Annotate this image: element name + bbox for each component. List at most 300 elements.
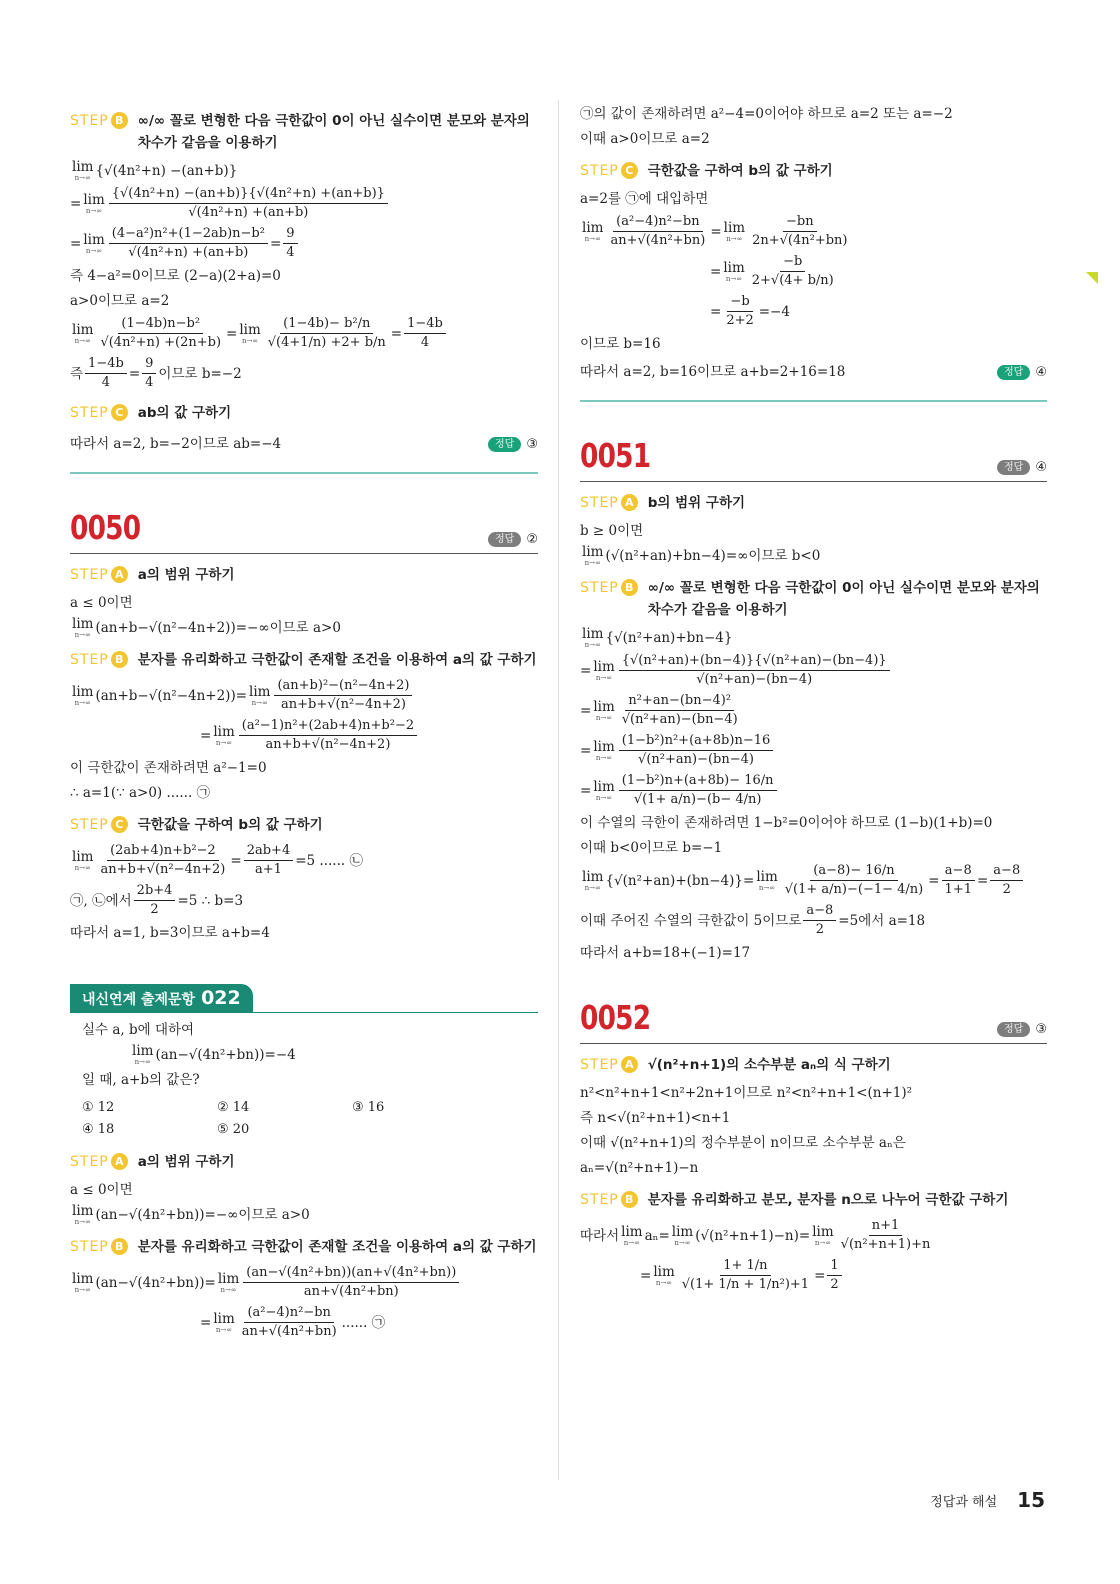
math-text: 이때 주어진 수열의 극한값이 5이므로: [580, 912, 802, 929]
fraction: [134, 882, 176, 919]
answer-value: ④: [1035, 364, 1047, 380]
numerator: (a²−4)n²−bn: [244, 1304, 333, 1323]
solution-line: [70, 265, 538, 287]
lim-subscript: n→∞: [584, 641, 601, 649]
math-text: b ≥ 0이면: [580, 523, 644, 539]
limit: [724, 221, 745, 243]
linked-problem-number: 022: [201, 987, 241, 1009]
limit: [723, 261, 744, 283]
answer-value: ③: [1035, 1022, 1047, 1037]
answer-choices: [70, 1097, 538, 1141]
denominator: √(n²+an)−(bn−4): [621, 712, 738, 727]
fraction: [239, 717, 417, 754]
fraction: [243, 1264, 459, 1301]
math-text: (an−√(4n²+bn))=: [95, 1274, 216, 1291]
step-label: ∞/∞ 꼴로 변형한 다음 극한값이 0이 아닌 실수이면 분모와 분자의 차수가 같음을 이용하기: [647, 580, 1040, 618]
answer: [488, 532, 538, 547]
lim-subscript: n→∞: [74, 863, 91, 872]
choice: ① 12: [82, 1100, 115, 1115]
fraction: [990, 862, 1023, 899]
step-heading: [580, 1054, 1047, 1076]
math-text: =: [390, 325, 403, 342]
numerator: (1−4b)− b²/n: [280, 315, 373, 334]
lim-word: lim: [72, 1203, 94, 1219]
limit: [249, 685, 270, 707]
denominator: √(4n²+n) +(an+b): [188, 205, 309, 220]
solution-line: [580, 627, 1047, 649]
numerator: (1−4b)n−b²: [118, 315, 203, 334]
solution-line: [70, 677, 538, 714]
fraction: [109, 225, 268, 262]
answer-badge: 정답: [997, 365, 1030, 380]
lim-word: lim: [812, 1223, 834, 1240]
math-text: =: [976, 872, 989, 889]
column-divider: [558, 100, 559, 1480]
lim-word: lim: [83, 231, 105, 248]
step-badge: A: [621, 1056, 638, 1073]
denominator: 2+√(4+ b/n): [751, 273, 834, 288]
math-text: aₙ=√(n²+n+1)−n: [580, 1160, 699, 1176]
fraction: [782, 862, 926, 899]
step-heading: [70, 402, 538, 424]
numerator: 9: [142, 355, 156, 374]
step-label: a의 범위 구하기: [137, 1154, 235, 1170]
math-text: (an+b−√(n²−4n+2))=: [95, 687, 248, 704]
lim-word: lim: [72, 321, 94, 338]
solution-line: [70, 922, 538, 944]
numerator: {√(4n²+n) −(an+b)}{√(4n²+n) +(an+b)}: [109, 185, 388, 204]
step-word: STEP: [580, 163, 619, 179]
math-text: 실수 a, b에 대하여: [82, 1022, 195, 1038]
lim-word: lim: [593, 658, 615, 675]
denominator: 2+2: [726, 313, 754, 328]
answer: [488, 437, 538, 452]
math-text: (√(n²+n+1)−n)=: [695, 1227, 811, 1244]
answer-row: [70, 430, 538, 458]
math-text: 즉 4−a²=0이므로 (2−a)(2+a)=0: [70, 268, 281, 284]
lim-subscript: n→∞: [251, 698, 268, 707]
limit: [72, 850, 93, 872]
problem-number: 0050: [70, 508, 141, 547]
lim-subscript: n→∞: [85, 246, 103, 255]
fraction: [749, 213, 850, 250]
solution-line: [580, 732, 1047, 769]
solution-line: 따라서 a=2, b=−2이므로 ab=−4: [70, 436, 282, 452]
lim-subscript: n→∞: [74, 631, 91, 639]
solution-line: [580, 293, 1047, 330]
solution-line: [580, 837, 1047, 859]
lim-word: lim: [72, 848, 94, 865]
math-text: 따라서 a=1, b=3이므로 a+b=4: [70, 925, 270, 941]
step-heading: [580, 160, 1047, 182]
math-text: =5에서 a=18: [838, 912, 926, 929]
choice: ⑤ 20: [217, 1122, 250, 1137]
denominator: an+√(4n²+bn): [303, 1284, 399, 1299]
math-text: 이므로 b=−2: [158, 365, 242, 382]
solution-line: [580, 213, 1047, 250]
lim-word: lim: [132, 1043, 154, 1059]
math-text: 이때 √(n²+n+1)의 정수부분이 n이므로 소수부분 aₙ은: [580, 1135, 906, 1151]
limit: [593, 780, 614, 802]
numerator: {√(n²+an)+(bn−4)}{√(n²+an)−(bn−4)}: [619, 652, 890, 671]
math-text: a>0이므로 a=2: [70, 293, 170, 309]
numerator: a−8: [990, 862, 1023, 881]
section-divider: [580, 400, 1047, 402]
lim-subscript: n→∞: [74, 174, 91, 182]
step-badge: B: [621, 579, 638, 596]
lim-word: lim: [217, 1270, 240, 1287]
numerator: n²+an−(bn−4)²: [625, 692, 734, 711]
math-text: ㉠의 값이 존재하려면 a²−4=0이어야 하므로 a=2 또는 a=−2: [580, 106, 953, 122]
solution-line: [70, 290, 538, 312]
lim-subscript: n→∞: [241, 336, 259, 345]
lim-word: lim: [249, 683, 271, 700]
step-word: STEP: [70, 652, 109, 668]
step-heading: [70, 1151, 538, 1173]
math-text: =: [640, 1267, 652, 1284]
answer-value: ④: [1035, 460, 1047, 475]
lim-subscript: n→∞: [220, 1285, 237, 1294]
corner-mark: [1086, 272, 1098, 284]
lim-subscript: n→∞: [584, 234, 601, 243]
lim-word: lim: [723, 219, 746, 236]
solution-line: [70, 1264, 538, 1301]
math-text: (an−√(4n²+bn))=−∞이므로 a>0: [95, 1207, 310, 1223]
limit: [218, 1272, 239, 1294]
fraction: [283, 225, 297, 262]
solution-line: 따라서 a=2, b=16이므로 a+b=2+16=18: [580, 364, 846, 380]
lim-subscript: n→∞: [74, 1218, 91, 1226]
lim-subscript: n→∞: [655, 1278, 673, 1287]
lim-subscript: n→∞: [595, 673, 613, 682]
fraction: [244, 842, 294, 879]
step-word: STEP: [580, 1057, 619, 1073]
lim-word: lim: [582, 626, 604, 642]
solution-line: [580, 772, 1047, 809]
answer-badge: 정답: [997, 1022, 1030, 1037]
step-word: STEP: [70, 817, 109, 833]
solution-line: [70, 717, 538, 754]
lim-subscript: n→∞: [674, 1238, 691, 1247]
denominator: 4: [420, 335, 430, 350]
step-word: STEP: [70, 113, 109, 129]
limit: [72, 323, 93, 345]
step-label: 극한값을 구하여 b의 값 구하기: [647, 163, 833, 179]
solution-line: [70, 225, 538, 262]
denominator: 2n+√(4n²+bn): [752, 233, 848, 248]
solution-line: [70, 757, 538, 779]
limit: [132, 1044, 153, 1066]
solution-line: [580, 652, 1047, 689]
lim-word: lim: [671, 1223, 694, 1240]
step-label: 분자를 유리화하고 분모, 분자를 n으로 나누어 극한값 구하기: [647, 1192, 1009, 1208]
step-word: STEP: [70, 567, 109, 583]
math-text: ㉠, ㉡에서: [70, 892, 132, 909]
math-text: =: [128, 365, 141, 382]
lim-word: lim: [593, 778, 615, 795]
numerator: −bn: [783, 213, 817, 232]
numerator: 1−4b: [404, 315, 446, 334]
problem-header: [70, 508, 538, 554]
fraction: [942, 862, 975, 899]
step-word: STEP: [70, 405, 109, 421]
numerator: (a²−1)n²+(2ab+4)n+b²−2: [239, 717, 417, 736]
math-text: =: [710, 303, 722, 320]
solution-line: [580, 862, 1047, 899]
left-column: [70, 100, 538, 1344]
denominator: an+b+√(n²−4n+2): [100, 862, 226, 877]
problem-header: [580, 998, 1047, 1044]
lim-word: lim: [653, 1263, 675, 1280]
fraction: [619, 772, 777, 809]
denominator: 4: [286, 245, 295, 260]
denominator: an+√(4n²+bn): [241, 1324, 337, 1339]
limit: [72, 1204, 93, 1226]
lim-subscript: n→∞: [85, 206, 103, 215]
lim-word: lim: [756, 868, 778, 885]
math-text: ∴ a=1(∵ a>0) ...... ㉠: [70, 785, 211, 801]
step-heading: [580, 492, 1047, 514]
lim-word: lim: [582, 219, 604, 236]
solution-line: [70, 1304, 538, 1341]
solution-line: [580, 942, 1047, 964]
step-heading: [70, 1236, 538, 1258]
lim-word: lim: [83, 191, 105, 208]
problem-header: [580, 436, 1047, 482]
lim-word: lim: [213, 1310, 235, 1327]
denominator: 4: [145, 375, 154, 390]
step-heading: [70, 564, 538, 586]
limit: [653, 1265, 674, 1287]
math-text: =: [580, 662, 592, 679]
step-heading: [70, 110, 538, 154]
limit: [756, 870, 777, 892]
choice: ③ 16: [352, 1100, 385, 1115]
answer: [997, 1022, 1047, 1037]
limit: [582, 221, 603, 243]
denominator: √(1+ a/n)−(−1− 4/n): [784, 882, 924, 897]
math-text: {√(n²+an)+bn−4}: [605, 630, 733, 646]
step-heading: [580, 577, 1047, 621]
step-badge: C: [621, 162, 638, 179]
lim-subscript: n→∞: [595, 713, 613, 722]
numerator: 2ab+4: [244, 842, 294, 861]
math-text: =: [710, 263, 722, 280]
math-text: =: [580, 742, 592, 759]
solution-line: [70, 1044, 538, 1066]
solution-line: [580, 1257, 1047, 1294]
answer: [997, 460, 1047, 475]
answer-badge: 정답: [488, 532, 521, 547]
denominator: √(n²+n+1)+n: [840, 1237, 931, 1252]
numerator: a−8: [942, 862, 975, 881]
solution-line: [580, 692, 1047, 729]
choice: ② 14: [217, 1100, 250, 1115]
limit: [672, 1225, 693, 1247]
numerator: (1−b²)n²+(a+8b)n−16: [619, 732, 774, 751]
solution-line: [70, 782, 538, 804]
lim-subscript: n→∞: [74, 1285, 91, 1294]
linked-problem-label: 내신연계 출제문항: [82, 992, 196, 1008]
limit: [812, 1225, 833, 1247]
math-text: 이때 b<0이므로 b=−1: [580, 840, 723, 856]
lim-subscript: n→∞: [623, 1238, 640, 1247]
fraction: [679, 1257, 812, 1294]
solution-line: [70, 1179, 538, 1201]
step-label: ∞/∞ 꼴로 변형한 다음 극한값이 0이 아닌 실수이면 분모와 분자의 차수가 같음을 이용하기: [137, 113, 530, 151]
limit: [239, 323, 260, 345]
lim-word: lim: [723, 259, 745, 276]
step-label: 극한값을 구하여 b의 값 구하기: [137, 817, 323, 833]
numerator: n+1: [869, 1217, 903, 1236]
lim-word: lim: [72, 683, 94, 700]
step-word: STEP: [580, 580, 619, 596]
math-text: (an−√(4n²+bn))=−4: [155, 1047, 296, 1063]
fraction: [723, 293, 756, 330]
fraction: [265, 315, 389, 352]
fraction: [274, 677, 412, 714]
step-word: STEP: [580, 1192, 619, 1208]
math-text: =: [230, 852, 242, 869]
lim-subscript: n→∞: [814, 1238, 832, 1247]
linked-problem-header: [70, 984, 538, 1013]
lim-subscript: n→∞: [725, 274, 743, 283]
limit: [593, 740, 614, 762]
limit: [621, 1225, 642, 1247]
step-heading: [580, 1189, 1047, 1211]
math-text: =: [269, 235, 282, 252]
denominator: 2: [815, 922, 824, 937]
solution-line: [70, 882, 538, 919]
math-text: (an+b−√(n²−4n+2))=−∞이므로 a>0: [95, 620, 341, 636]
math-text: =5 ...... ㉡: [295, 852, 363, 869]
denominator: √(4n²+n) +(an+b): [128, 245, 249, 260]
step-label: ab의 값 구하기: [137, 405, 232, 421]
lim-subscript: n→∞: [74, 336, 91, 345]
math-text: =: [928, 872, 940, 889]
solution-line: [70, 592, 538, 614]
lim-subscript: n→∞: [215, 1325, 233, 1334]
numerator: 1−4b: [85, 355, 127, 374]
numerator: (an−√(4n²+bn))(an+√(4n²+bn)): [243, 1264, 459, 1283]
step-word: STEP: [70, 1239, 109, 1255]
solution-line: [70, 1069, 538, 1091]
step-badge: B: [111, 651, 128, 668]
math-text: ...... ㉠: [341, 1314, 386, 1331]
limit: [593, 700, 614, 722]
fraction: [85, 355, 127, 392]
step-badge: B: [111, 112, 128, 129]
lim-subscript: n→∞: [595, 793, 613, 802]
fraction: [142, 355, 156, 392]
linked-problem-title: [70, 984, 253, 1012]
choice: ④ 18: [82, 1122, 115, 1137]
step-label: √(n²+n+1)의 소수부분 aₙ의 식 구하기: [647, 1057, 891, 1073]
denominator: 2: [150, 902, 159, 917]
numerator: −b: [727, 293, 752, 312]
solution-line: [580, 520, 1047, 542]
footer-label: 정답과 해설: [930, 1494, 998, 1510]
limit: [72, 685, 93, 707]
denominator: 4: [101, 375, 111, 390]
denominator: an+b+√(n²−4n+2): [281, 697, 406, 712]
solution-line: [580, 1107, 1047, 1129]
math-text: a ≤ 0이면: [70, 1182, 133, 1198]
limit: [213, 1312, 234, 1334]
numerator: 2b+4: [134, 882, 176, 901]
solution-line: [70, 617, 538, 639]
fraction: [97, 842, 228, 879]
lim-word: lim: [582, 868, 604, 885]
step-badge: A: [111, 566, 128, 583]
step-heading: [70, 649, 538, 671]
step-badge: A: [621, 494, 638, 511]
problem-number: 0052: [580, 998, 651, 1037]
answer-badge: 정답: [488, 437, 521, 452]
lim-subscript: n→∞: [584, 883, 601, 892]
numerator: (1−b²)n+(a+8b)− 16/n: [619, 772, 777, 791]
fraction: [619, 732, 774, 769]
step-badge: A: [111, 1153, 128, 1170]
lim-subscript: n→∞: [74, 698, 91, 707]
lim-subscript: n→∞: [758, 883, 776, 892]
denominator: 2: [830, 1277, 839, 1292]
page-footer: [930, 1488, 1045, 1512]
limit: [582, 545, 603, 567]
step-badge: C: [111, 816, 128, 833]
denominator: √(4+1/n) +2+ b/n: [267, 335, 386, 350]
denominator: √(n²+an)−(bn−4): [696, 672, 813, 687]
lim-subscript: n→∞: [584, 559, 601, 567]
denominator: 2: [1002, 882, 1011, 897]
math-text: =: [70, 195, 82, 212]
math-text: 이므로 b=16: [580, 336, 661, 352]
right-column: [580, 100, 1047, 1297]
lim-word: lim: [72, 616, 94, 632]
lim-word: lim: [213, 723, 235, 740]
math-text: 이 극한값이 존재하려면 a²−1=0: [70, 760, 267, 776]
denominator: √(1+ 1/n + 1/n²)+1: [681, 1277, 810, 1292]
step-label: a의 범위 구하기: [137, 567, 235, 583]
step-label: 분자를 유리화하고 극한값이 존재할 조건을 이용하여 a의 값 구하기: [137, 1239, 537, 1255]
math-text: n²<n²+n+1<n²+2n+1이므로 n²<n²+n+1<(n+1)²: [580, 1085, 913, 1101]
solution-line: [580, 1082, 1047, 1104]
limit: [593, 660, 614, 682]
problem-number: 0051: [580, 436, 651, 475]
limit: [83, 193, 104, 215]
math-text: =5 ∴ b=3: [177, 892, 244, 909]
fraction: [607, 213, 708, 250]
fraction: [404, 315, 446, 352]
math-text: =−4: [758, 303, 790, 320]
numerator: (4−a²)n²+(1−2ab)n−b²: [109, 225, 268, 244]
step-heading: [70, 814, 538, 836]
limit: [213, 725, 234, 747]
solution-line: [70, 355, 538, 392]
lim-word: lim: [582, 544, 604, 560]
denominator: √(1+ a/n)−(b− 4/n): [633, 792, 762, 807]
math-text: 즉: [70, 365, 84, 382]
answer: [997, 365, 1047, 380]
answer-value: ②: [526, 532, 538, 547]
limit: [83, 233, 104, 255]
step-word: STEP: [580, 495, 619, 511]
solution-line: [580, 1217, 1047, 1254]
limit: [72, 617, 93, 639]
numerator: 9: [283, 225, 297, 244]
denominator: 1+1: [944, 882, 972, 897]
solution-line: [70, 315, 538, 352]
